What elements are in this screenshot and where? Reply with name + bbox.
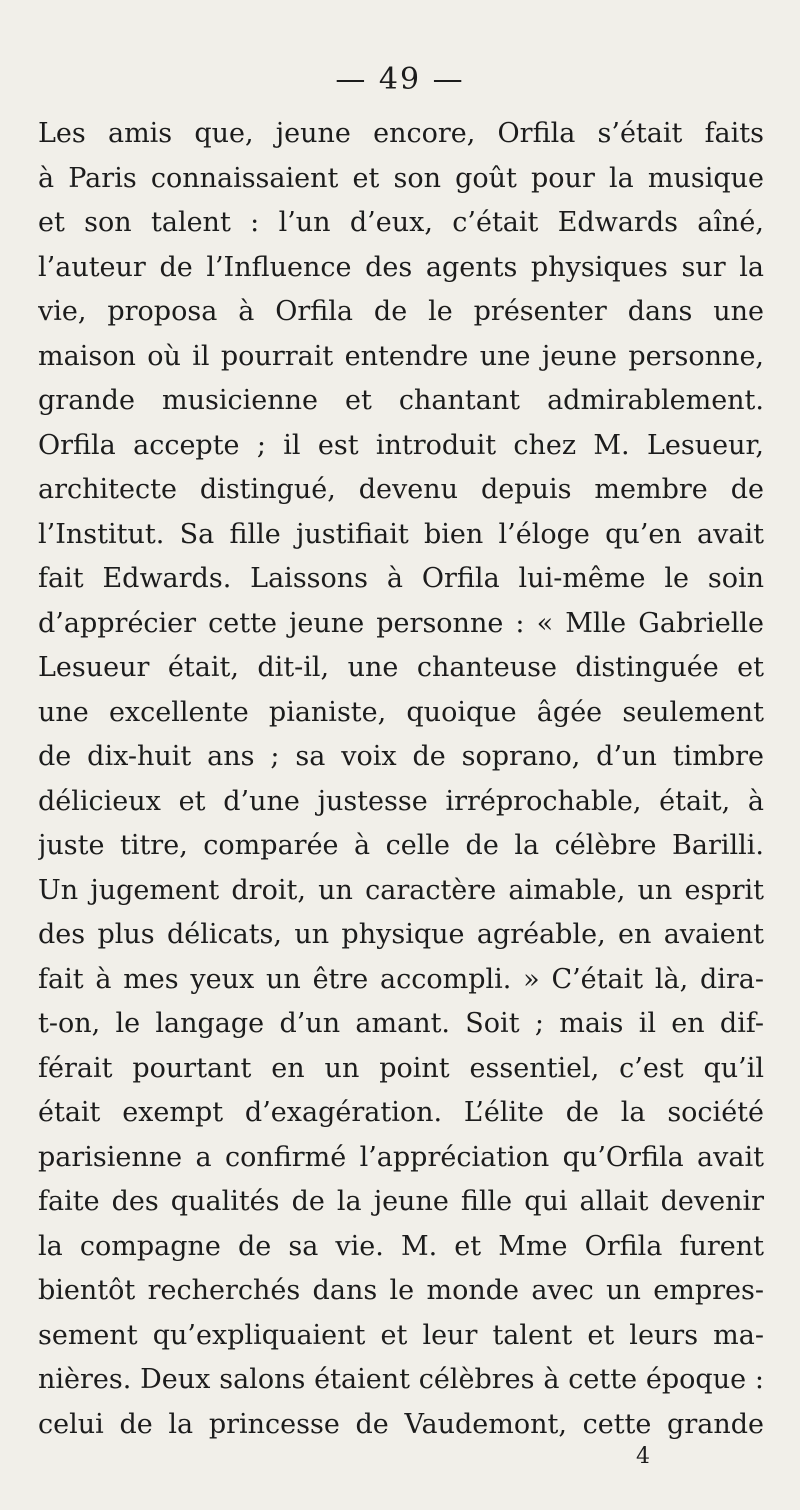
text-line: nières. Deux salons étaient célèbres à cette époque : [38, 1364, 764, 1395]
text-line: l’auteur de l’Influence des agents physiques sur la [38, 251, 764, 283]
text-line: Lesueur était, dit-il, une chanteuse distinguée et [38, 652, 764, 683]
text-line: d’apprécier cette jeune personne : « Mlle Gabrielle [38, 607, 764, 639]
text-line: t-on, le langage d’un amant. Soit ; mais il en dif- [38, 1008, 764, 1039]
text-line: parisienne a confirmé l’appréciation qu’Orfila avait [38, 1141, 764, 1173]
text-line: grande musicienne et chantant admirablement. [38, 385, 764, 416]
text-line: sement qu’expliquaient et leur talent et leurs ma- [38, 1319, 764, 1351]
text-line: celui de la princesse de Vaudemont, cette grande [38, 1408, 764, 1440]
text-line: la compagne de sa vie. M. et Mme Orfila furent [38, 1230, 764, 1262]
page-number: — 49 — [335, 62, 465, 97]
text-line: à Paris connaissaient et son goût pour la musique [38, 162, 764, 194]
text-line: une excellente pianiste, quoique âgée seulement [38, 696, 764, 728]
text-line: l’Institut. Sa fille justifiait bien l’éloge qu’en avait [38, 518, 764, 550]
text-line: maison où il pourrait entendre une jeune personne, [38, 340, 764, 372]
text-line: juste titre, comparée à celle de la célèbre Barilli. [38, 830, 764, 861]
text-line: délicieux et d’une justesse irréprochable, était, à [38, 785, 764, 817]
text-line: Orfila accepte ; il est introduit chez M. Lesueur, [38, 429, 764, 461]
text-line: fait Edwards. Laissons à Orfila lui-même le soin [38, 563, 764, 594]
text-line: férait pourtant en un point essentiel, c’est qu’il [38, 1052, 764, 1084]
text-line: vie, proposa à Orfila de le présenter dans une [38, 296, 764, 327]
signature-mark: 4 [636, 1444, 650, 1469]
text-line: était exempt d’exagération. L’élite de la société [38, 1097, 764, 1128]
body-text [38, 112, 764, 1447]
text-line: bientôt recherchés dans le monde avec un empres- [38, 1275, 764, 1306]
text-line: Les amis que, jeune encore, Orfila s’était faits [38, 118, 764, 149]
text-line: et son talent : l’un d’eux, c’était Edwards aîné, [38, 207, 764, 238]
text-line: architecte distingué, devenu depuis membre de [38, 474, 764, 505]
text-line: Un jugement droit, un caractère aimable, un esprit [38, 874, 764, 906]
text-line: de dix-huit ans ; sa voix de soprano, d’un timbre [38, 741, 764, 772]
text-line: des plus délicats, un physique agréable, en avaient [38, 919, 764, 950]
text-line: faite des qualités de la jeune fille qui allait devenir [38, 1186, 764, 1217]
text-line: fait à mes yeux un être accompli. » C’était là, dira- [38, 963, 764, 995]
